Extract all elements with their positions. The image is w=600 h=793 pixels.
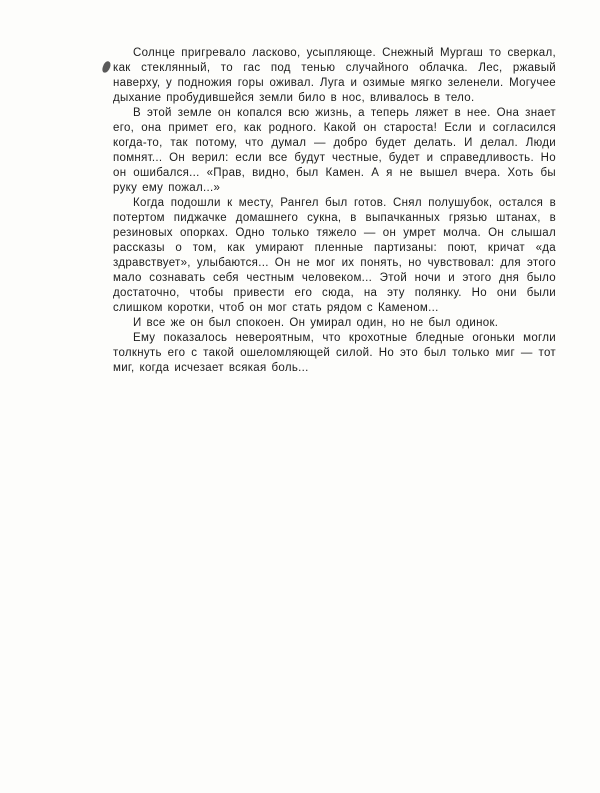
paragraph-5: Ему показалось невероятным, что крохотные бледные огоньки могли толкнуть его с такой ошеломляющей силой. Но это был только миг — тот миг, когда исчезает всякая боль... [113,332,556,374]
paragraph-1: Солнце пригревало ласково, усыпляюще. Снежный Мургаш то сверкал, как стеклянный, то гас под тенью случайного облачка. Лес, ржавый наверху, у подножия горы оживал. Луга и озимые мягко зеленели. Могучее дыхание пробудившейся земли било в нос, вливалось в тело. [113,47,556,104]
paragraph-4: И все же он был спокоен. Он умирал один, но не был одинок. [133,317,499,329]
paragraph-3: Когда подошли к месту, Рангел был готов. Снял полушубок, остался в потертом пиджачке домашнего сукна, в выпачканных грязью штанах, в резиновых опорках. Одно только тяжело — он умрет молча. Он слышал рассказы о том, как умирают пленные партизаны: поют, кричат «да здравствует», улыбаются... Он не мог их понять, но чувствовал: для этого мало сознавать себя честным человеком... Этой ночи и этого дня было достаточно, чтобы привести его сюда, на эту полянку. Но они были слишком коротки, чтоб он мог стать рядом с Каменом... [113,197,556,314]
paragraph-2: В этой земле он копался всю жизнь, а теперь ляжет в нее. Она знает его, она примет его, как родного. Какой он староста! Если и согласился когда-то, так потому, что думал — добро будет делать. И делал. Люди помнят... Он верил: если все будут честные, будет и справедливость. Но он ошибался... «Прав, видно, был Камен. А я не вышел вчера. Хоть бы руку ему пожал...» [113,107,556,194]
scan-artifact-speck [101,60,111,74]
page-text-block [113,46,556,376]
